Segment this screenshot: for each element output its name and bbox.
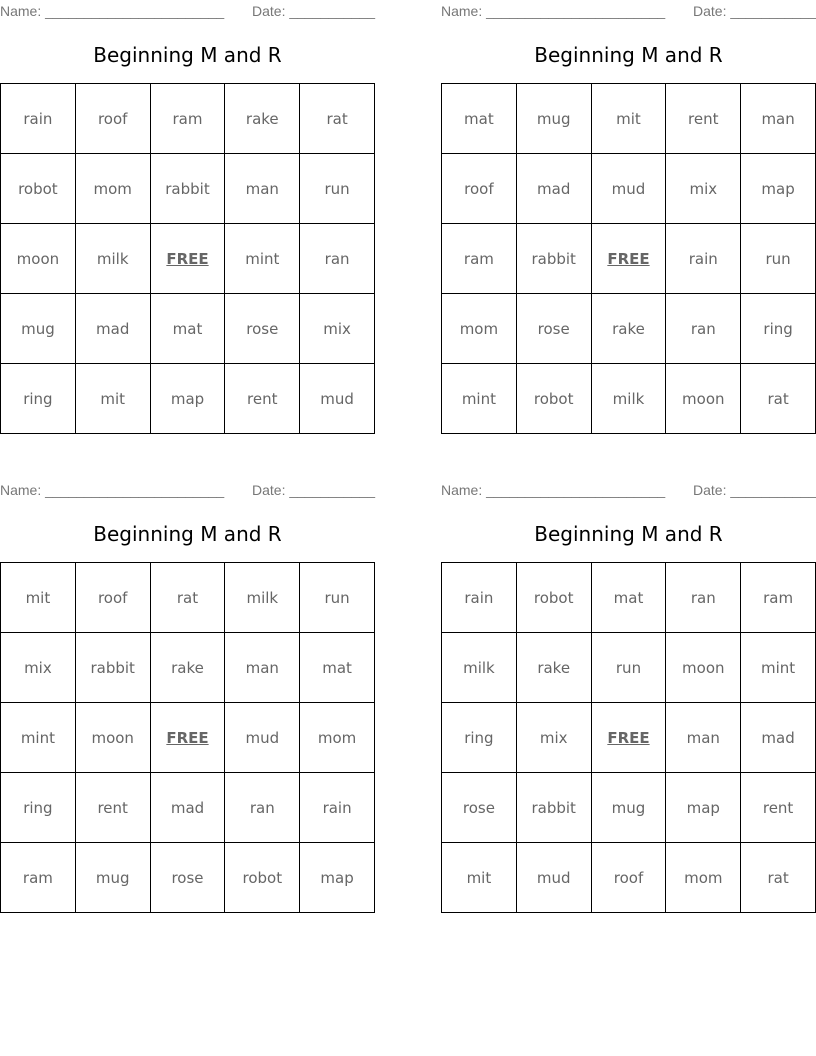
bingo-cell: mad (76, 294, 151, 364)
bingo-cell: mud (225, 703, 300, 773)
bingo-cell: milk (442, 633, 517, 703)
bingo-cell: rabbit (76, 633, 151, 703)
bingo-cell: run (592, 633, 667, 703)
bingo-cell: mit (1, 563, 76, 633)
name-field-label: Name: _______________________ (0, 3, 225, 19)
bingo-cell: mom (442, 294, 517, 364)
bingo-cell: rabbit (517, 773, 592, 843)
bingo-cell: mint (741, 633, 816, 703)
bingo-cell: rent (76, 773, 151, 843)
bingo-cell: mud (517, 843, 592, 913)
date-field-label: Date: ___________ (252, 3, 375, 19)
bingo-card (441, 479, 816, 914)
bingo-cell: milk (76, 224, 151, 294)
card-title: Beginning M and R (93, 43, 282, 67)
bingo-cell: mit (592, 84, 667, 154)
bingo-cell: mug (517, 84, 592, 154)
card-title: Beginning M and R (93, 522, 282, 546)
bingo-cell: ran (666, 563, 741, 633)
bingo-cell: robot (225, 843, 300, 913)
free-space-cell: FREE (151, 703, 226, 773)
bingo-cell: map (666, 773, 741, 843)
bingo-cell: mug (592, 773, 667, 843)
bingo-cell: mud (592, 154, 667, 224)
bingo-cell: man (225, 633, 300, 703)
bingo-cell: mud (300, 364, 375, 434)
bingo-cell: rat (300, 84, 375, 154)
free-space-cell: FREE (592, 224, 667, 294)
bingo-cell: rabbit (151, 154, 226, 224)
bingo-cell: mat (151, 294, 226, 364)
bingo-cell: rose (442, 773, 517, 843)
bingo-cell: rake (592, 294, 667, 364)
date-field-label: Date: ___________ (693, 482, 816, 498)
bingo-cell: milk (225, 563, 300, 633)
bingo-cell: robot (517, 563, 592, 633)
bingo-cell: mix (1, 633, 76, 703)
bingo-cell: rat (151, 563, 226, 633)
date-field-label: Date: ___________ (693, 3, 816, 19)
bingo-cell: man (666, 703, 741, 773)
bingo-cell: rat (741, 843, 816, 913)
bingo-cell: rent (741, 773, 816, 843)
bingo-cell: ram (1, 843, 76, 913)
bingo-cell: mad (151, 773, 226, 843)
bingo-cell: rain (300, 773, 375, 843)
card-title: Beginning M and R (534, 43, 723, 67)
bingo-cell: rent (666, 84, 741, 154)
bingo-cell: map (741, 154, 816, 224)
card-title: Beginning M and R (534, 522, 723, 546)
bingo-cell: ring (741, 294, 816, 364)
bingo-cell: milk (592, 364, 667, 434)
bingo-cell: mad (741, 703, 816, 773)
bingo-cell: rose (225, 294, 300, 364)
bingo-cell: map (151, 364, 226, 434)
bingo-grid (441, 562, 816, 913)
bingo-grid (441, 83, 816, 434)
bingo-cell: mix (300, 294, 375, 364)
bingo-cell: mug (1, 294, 76, 364)
bingo-card (0, 0, 375, 435)
bingo-cell: roof (76, 84, 151, 154)
bingo-cell: mix (666, 154, 741, 224)
bingo-cell: ram (741, 563, 816, 633)
bingo-cell: mat (592, 563, 667, 633)
bingo-cell: rose (151, 843, 226, 913)
bingo-grid (0, 562, 375, 913)
bingo-card (0, 479, 375, 914)
bingo-cell: mit (442, 843, 517, 913)
bingo-cell: moon (666, 633, 741, 703)
bingo-cell: man (225, 154, 300, 224)
bingo-cell: mat (442, 84, 517, 154)
bingo-cell: rat (741, 364, 816, 434)
bingo-cell: ram (151, 84, 226, 154)
bingo-cell: run (741, 224, 816, 294)
bingo-cell: mix (517, 703, 592, 773)
bingo-cell: rose (517, 294, 592, 364)
bingo-cell: rake (151, 633, 226, 703)
bingo-grid (0, 83, 375, 434)
bingo-cell: rake (225, 84, 300, 154)
bingo-cell: rain (442, 563, 517, 633)
bingo-cell: robot (1, 154, 76, 224)
bingo-cell: ram (442, 224, 517, 294)
bingo-cell: run (300, 154, 375, 224)
bingo-cell: roof (592, 843, 667, 913)
bingo-cell: moon (666, 364, 741, 434)
bingo-cell: ring (1, 364, 76, 434)
bingo-cell: mit (76, 364, 151, 434)
bingo-cell: roof (76, 563, 151, 633)
bingo-cell: run (300, 563, 375, 633)
name-field-label: Name: _______________________ (441, 482, 666, 498)
bingo-cell: mad (517, 154, 592, 224)
name-field-label: Name: _______________________ (0, 482, 225, 498)
bingo-cell: rent (225, 364, 300, 434)
bingo-cell: mint (225, 224, 300, 294)
free-space-cell: FREE (592, 703, 667, 773)
bingo-cell: ran (225, 773, 300, 843)
bingo-cell: ran (300, 224, 375, 294)
free-space-cell: FREE (151, 224, 226, 294)
bingo-cell: rabbit (517, 224, 592, 294)
bingo-cell: ring (442, 703, 517, 773)
date-field-label: Date: ___________ (252, 482, 375, 498)
bingo-cell: man (741, 84, 816, 154)
bingo-cell: mat (300, 633, 375, 703)
bingo-cell: mom (666, 843, 741, 913)
bingo-cell: ran (666, 294, 741, 364)
bingo-cell: rain (1, 84, 76, 154)
bingo-cell: map (300, 843, 375, 913)
bingo-cell: rake (517, 633, 592, 703)
bingo-cell: moon (1, 224, 76, 294)
bingo-cell: mom (300, 703, 375, 773)
bingo-cell: mug (76, 843, 151, 913)
bingo-cell: robot (517, 364, 592, 434)
bingo-cell: mint (442, 364, 517, 434)
bingo-cell: rain (666, 224, 741, 294)
bingo-cell: mint (1, 703, 76, 773)
bingo-card (441, 0, 816, 435)
bingo-cell: roof (442, 154, 517, 224)
name-field-label: Name: _______________________ (441, 3, 666, 19)
bingo-cell: moon (76, 703, 151, 773)
bingo-cell: ring (1, 773, 76, 843)
bingo-cell: mom (76, 154, 151, 224)
